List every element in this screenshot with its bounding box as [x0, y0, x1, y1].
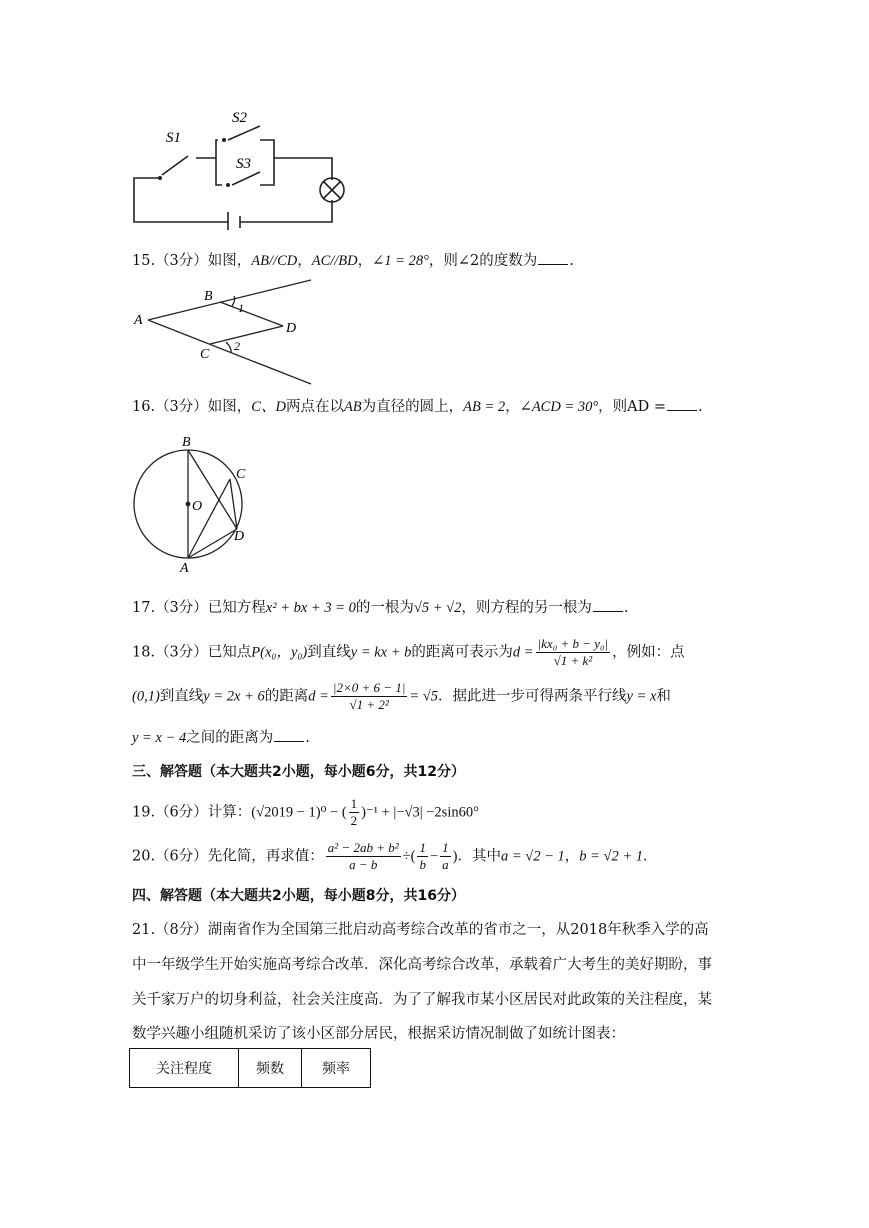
q18-end: .	[305, 730, 310, 746]
question-21-line-1: 21.（8分）湖南省作为全国第三批启动高考综合改革的省市之一，从2018年秋季入学的高	[132, 922, 709, 938]
q20-fraction-2	[440, 840, 451, 873]
q20-f2-num: 1	[442, 840, 449, 855]
q19-frac-den: 2	[350, 813, 358, 828]
q19-text: 计算：	[207, 804, 252, 821]
q20-score: （6分）	[155, 848, 208, 865]
q17-root: √5 + √2	[413, 600, 462, 616]
answer-blank[interactable]	[538, 250, 568, 265]
circle-figure	[128, 432, 268, 574]
q17-text-b: 的一根为	[355, 600, 414, 616]
question-21-line-2: 中一年级学生开始实施高考综合改革．深化高考综合改革，承载着广大考生的美好期盼，事	[132, 957, 712, 973]
q20-sep: ，	[564, 848, 580, 865]
q18-distance-formula	[536, 636, 611, 669]
q18-l2-text-c: ．据此进一步可得两条平行线	[438, 688, 627, 705]
q16-ask: ，则AD =	[598, 399, 667, 415]
question-18-line-1	[132, 636, 685, 669]
point-a-label: A	[180, 561, 189, 574]
question-18-line-3	[132, 727, 310, 748]
q18-parallel-line-1: y = x	[626, 688, 657, 705]
table-header-cell: 关注程度	[130, 1049, 239, 1088]
q17-text-a: 已知方程	[207, 600, 266, 616]
q19-frac-num: 1	[350, 796, 358, 811]
q19-score: （6分）	[155, 804, 208, 821]
q16-cd: C、D	[251, 399, 286, 415]
q20-text: 先化简，再求值：	[207, 848, 324, 865]
table-header-cell: 频数	[239, 1049, 302, 1088]
q20-f2-den: a	[442, 857, 449, 872]
question-21-line-4: 数学兴趣小组随机采访了该小区部分居民，根据采访情况制做了如统计图表：	[132, 1026, 625, 1042]
q18-parallel-line-2: y = x − 4	[132, 730, 187, 746]
q18-text-a: 已知点	[207, 644, 252, 661]
answer-blank[interactable]	[667, 396, 697, 411]
point-d-label: D	[234, 529, 245, 544]
q15-cond1: AB//CD	[251, 253, 298, 269]
q18-score: （3分）	[155, 644, 208, 661]
q17-equation: x² + bx + 3 = 0	[265, 600, 356, 616]
q18-l3-text: 之间的距离为	[186, 730, 274, 746]
q18-example-numerator: |2×0 + 6 − 1|	[332, 680, 406, 695]
q18-example-lhs: d =	[308, 688, 329, 705]
q16-ab: AB	[343, 399, 362, 415]
question-19	[132, 796, 479, 829]
q15-score: （3分）	[155, 253, 208, 269]
q15-cond2: AC//BD	[311, 253, 358, 269]
point-a-label: A	[134, 313, 143, 328]
q16-end: .	[698, 399, 703, 415]
circuit-diagram	[120, 100, 360, 230]
q20-frac-den: a − b	[349, 857, 378, 872]
q20-fraction-1	[417, 840, 428, 873]
q17-text-c: ，则方程的另一根为	[461, 600, 592, 616]
table-header-cell: 频率	[302, 1049, 371, 1088]
q16-number: 16.	[132, 399, 156, 415]
point-b-label: B	[182, 435, 191, 450]
q18-l2-text-d: 和	[656, 688, 671, 705]
q18-text-b: 到直线	[307, 644, 351, 661]
q16-cond2: ∠ACD = 30°	[519, 399, 599, 415]
switch-label-s2: S2	[232, 110, 247, 126]
question-20	[132, 840, 658, 873]
q18-point: P(x₀，y₀)	[251, 644, 308, 661]
q20-frac-num: a² − 2ab + b²	[327, 840, 399, 855]
q20-a-value: a = √2 − 1	[500, 848, 565, 865]
q19-expr-b: )⁻¹ + |−√3| −2sin60°	[361, 804, 479, 821]
q15-prefix: 如图，	[207, 253, 252, 269]
table-header-row	[130, 1049, 371, 1088]
section-3-heading: 三、解答题（本大题共2小题，每小题6分，共12分）	[132, 764, 465, 780]
q15-number: 15.	[132, 253, 156, 269]
answer-blank[interactable]	[274, 727, 304, 742]
angle-1-label: 1	[238, 301, 244, 315]
q18-formula-denominator: √1 + k²	[553, 653, 593, 668]
answer-blank[interactable]	[593, 597, 623, 612]
switch-label-s1: S1	[166, 130, 181, 146]
parallel-lines-figure	[128, 278, 328, 388]
section-4-heading: 四、解答题（本大题共2小题，每小题8分，共16分）	[132, 888, 465, 904]
q18-example-rhs: = √5	[409, 688, 439, 705]
question-18-line-2	[132, 680, 671, 713]
q18-line-eq: y = kx + b	[350, 644, 412, 661]
q18-formula-lhs: d =	[512, 644, 534, 661]
q15-end: .	[569, 253, 574, 269]
q18-l2-text-b: 的距离	[264, 688, 309, 705]
q15-ask: ，则∠2的度数为	[428, 253, 538, 269]
point-o-label: O	[192, 499, 203, 514]
q16-score: （3分）	[155, 399, 208, 415]
question-17	[132, 597, 628, 618]
q19-expr-a: (√2019 − 1)⁰ − (	[251, 804, 347, 821]
q17-number: 17.	[132, 600, 156, 616]
q20-minus: −	[429, 848, 439, 865]
angle-2-label: 2	[234, 339, 240, 353]
q18-example-point: (0,1)	[132, 688, 160, 705]
point-c-label: C	[236, 467, 246, 482]
point-d-label: D	[286, 321, 297, 336]
q18-example-line: y = 2x + 6	[203, 688, 265, 705]
q20-b-value: b = √2 + 1	[579, 848, 644, 865]
question-15: 15.（3分）如图，AB//CD，AC//BD，∠1 = 28°，则∠2的度数为 .	[132, 250, 574, 271]
switch-label-s3: S3	[236, 156, 251, 172]
q20-close: )	[452, 848, 458, 865]
q20-divide: ÷(	[402, 848, 416, 865]
q16-text-c: 为直径的圆上，	[361, 399, 464, 415]
q16-cond1: AB = 2	[463, 399, 506, 415]
q20-f1-num: 1	[419, 840, 426, 855]
q18-l2-text-a: 到直线	[159, 688, 204, 705]
q18-example-fraction	[331, 680, 407, 713]
q16-text-a: 如图，	[207, 399, 252, 415]
q18-example-denominator: √1 + 2²	[349, 697, 389, 712]
q18-number: 18.	[132, 644, 156, 661]
q19-fraction	[349, 796, 360, 829]
q18-formula-numerator: |kx₀ + b − y₀|	[537, 636, 609, 651]
q20-number: 20.	[132, 848, 156, 865]
q16-text-b: 两点在以	[285, 399, 344, 415]
point-b-label: B	[204, 289, 213, 304]
point-c-label: C	[200, 347, 210, 362]
question-21-line-3: 关千家万户的切身利益，社会关注度高．为了了解我市某小区居民对此政策的关注程度，某	[132, 992, 712, 1008]
q17-end: .	[623, 600, 629, 616]
q18-text-d: ，例如：点	[612, 644, 685, 661]
statistics-table	[129, 1048, 371, 1088]
q17-score: （3分）	[155, 600, 208, 616]
q20-end: ．	[643, 848, 658, 865]
q18-text-c: 的距离可表示为	[411, 644, 513, 661]
q19-number: 19.	[132, 804, 156, 821]
q20-main-fraction	[326, 840, 401, 873]
question-16: 16.（3分）如图，C、D两点在以AB为直径的圆上，AB = 2，∠ACD = 30°，则AD = .	[132, 396, 703, 417]
q15-cond3: ∠1 = 28°	[372, 253, 429, 269]
q20-f1-den: b	[419, 857, 426, 872]
q20-where: ．其中	[457, 848, 501, 865]
